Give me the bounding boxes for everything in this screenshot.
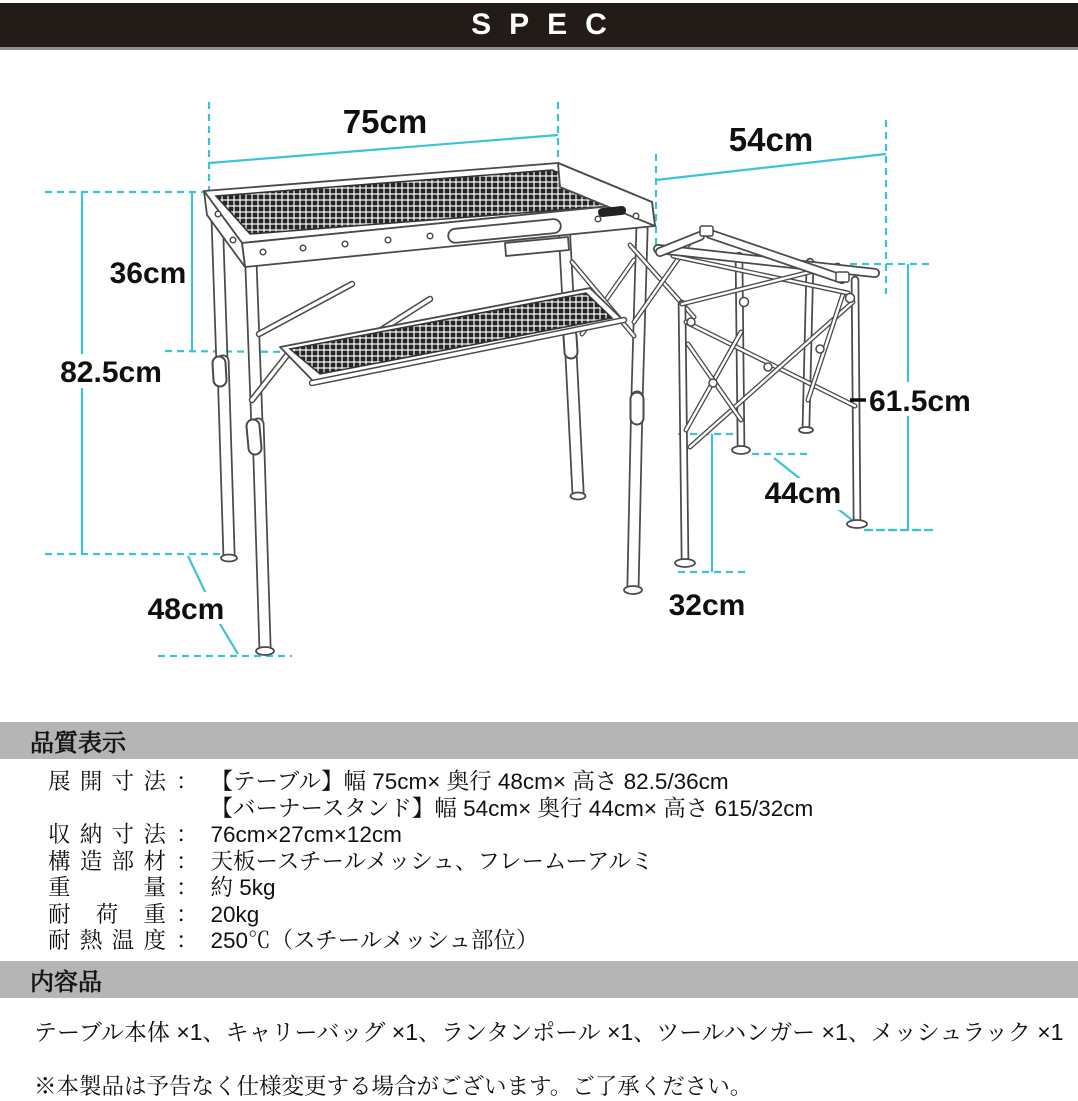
dim-stand-depth: 44cm (764, 477, 842, 510)
contents-heading: 内容品 (30, 968, 102, 996)
dim-table-height: 82.5cm (60, 356, 162, 389)
spec-row-heat-resistance (48, 928, 1066, 955)
burner-stand-drawing (630, 226, 875, 567)
spec-value: 20kg (210, 901, 260, 927)
spec-value: 76cm×27cm×12cm (210, 822, 402, 847)
dim-stand-width: 54cm (728, 121, 814, 158)
spec-colon: ： (176, 928, 199, 953)
dim-table-depth: 48cm (147, 593, 225, 626)
spec-row-expanded-size (48, 769, 1066, 822)
quality-heading: 品質表示 (30, 730, 126, 757)
dimension-diagram (0, 50, 1078, 722)
spec-value-table: 【テーブル】幅 75cm× 奥行 48cm× 高さ 82.5/36cm (210, 769, 729, 794)
spec-label: 展開寸法 (48, 769, 166, 794)
spec-value-stand: 【バーナースタンド】幅 54cm× 奥行 44cm× 高さ 615/32cm (210, 795, 814, 821)
spec-colon: ： (176, 875, 199, 900)
spec-label: 重量 (48, 875, 166, 900)
spec-row-load-capacity (48, 902, 1066, 929)
spec-value: 天板ースチールメッシュ、フレームーアルミ (210, 848, 654, 874)
table-drawing (204, 163, 655, 655)
spec-label: 収納寸法 (48, 822, 166, 847)
dim-table-width: 75cm (342, 103, 428, 140)
quality-section-header (0, 722, 1078, 759)
spec-label: 耐荷重 (48, 901, 166, 927)
spec-row-materials (48, 849, 1066, 876)
spec-label: 構造部材 (48, 848, 166, 874)
spec-colon: ： (176, 901, 199, 927)
spec-row-storage-size (48, 822, 1066, 849)
spec-colon: ： (176, 848, 199, 874)
spec-colon: ： (176, 769, 199, 794)
dim-under-height: 36cm (109, 257, 187, 290)
spec-title-bar (0, 3, 1078, 50)
spec-colon: ： (176, 822, 199, 847)
spec-value-stack (211, 769, 814, 822)
contents-section-header (0, 961, 1078, 998)
spec-value: 250℃（スチールメッシュ部位） (210, 928, 539, 953)
dim-stand-low-height: 32cm (668, 589, 746, 622)
contents-items: テーブル本体 ×1、キャリーバッグ ×1、ランタンポール ×1、ツールハンガー ×1、メッシュラック ×1 (34, 1018, 1064, 1045)
quality-spec-list (0, 759, 1078, 961)
page-title: SPEC (471, 8, 625, 41)
table-dimension-drawing (0, 50, 1078, 722)
spec-row-weight (48, 875, 1066, 902)
spec-label: 耐熱温度 (48, 928, 166, 953)
spec-value: 約 5kg (210, 875, 276, 900)
disclaimer-note: ※本製品は予告なく仕様変更する場合がございます。ご了承ください。 (34, 1073, 753, 1099)
dim-stand-height: 61.5cm (869, 385, 971, 418)
